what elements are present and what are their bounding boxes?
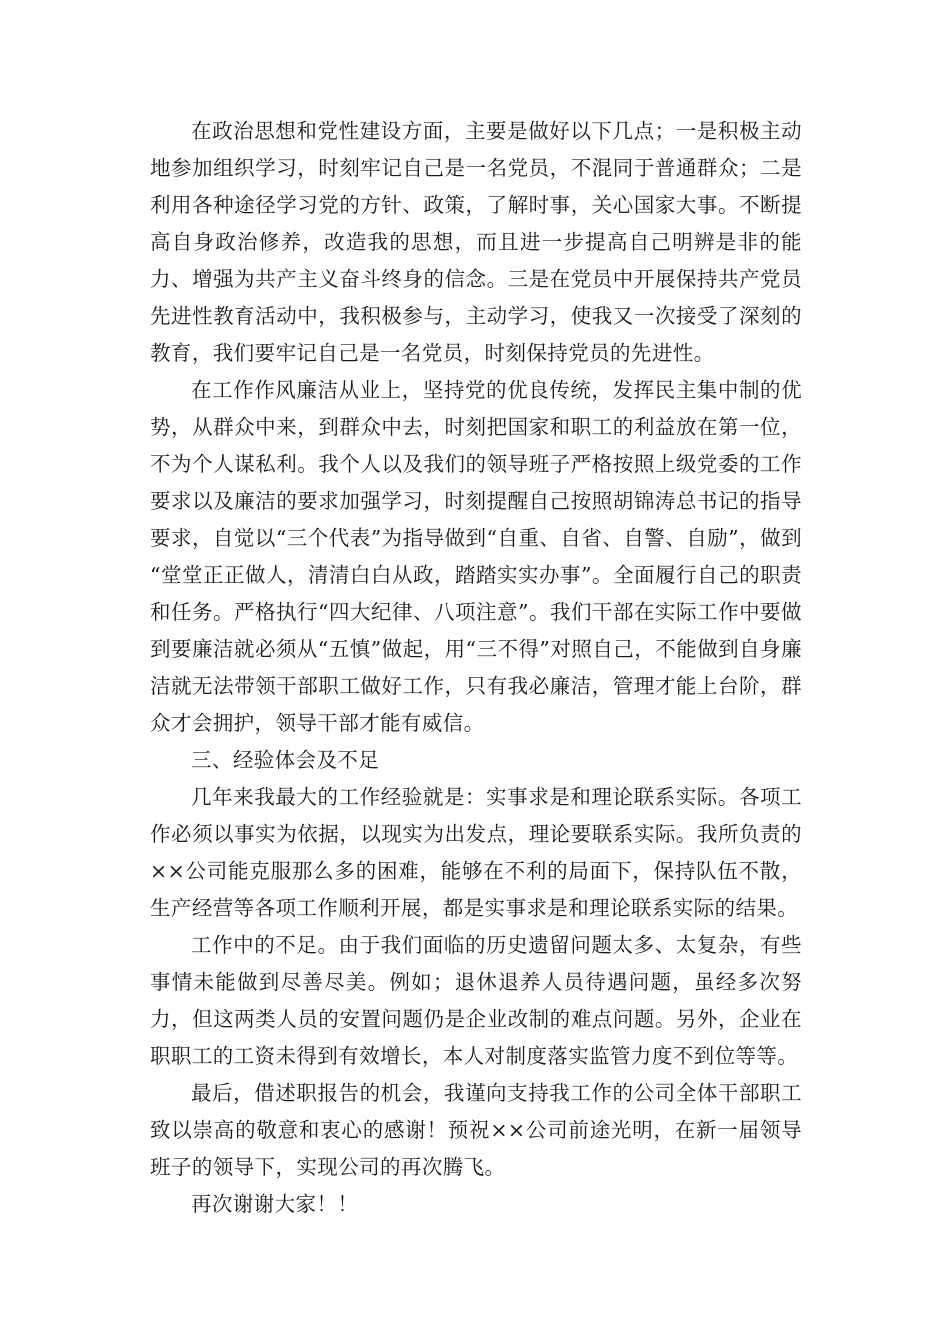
closing-thanks-line: 再次谢谢大家！！ (191, 1192, 359, 1216)
body-paragraph-2: 在工作作风廉洁从业上，坚持党的优良传统，发挥民主集中制的优势，从群众中来，到群众中去，时刻把国家和职工的利益放在第一位，不为个人谋私利。我个人以及我们的领导班子严格按照上级党委的工作要求以及廉洁的要求加强学习，时刻提醒自己按照胡锦涛总书记的指导要求，自觉以“三个代表”为指导做到“自重、自省、自警、自励”，做到“堂堂正正做人，清清白白从政，踏踏实实办事”。全面履行自己的职责和任务。严格执行“四大纪律、八项注意”。我们干部在实际工作中要做到要廉洁就必须从“五慎”做起，用“三不得”对照自己，不能做到自身廉洁就无法带领干部职工做好工作，只有我必廉洁，管理才能上台阶，群众才会拥护，领导干部才能有威信。 (150, 378, 802, 735)
body-paragraph-3: 几年来我最大的工作经验就是：实事求是和理论联系实际。各项工作必须以事实为依据，以现实为出发点，理论要联系实际。我所负责的××公司能克服那么多的困难，能够在不利的局面下，保持队伍不散，生产经营等各项工作顺利开展，都是实事求是和理论联系实际的结果。 (150, 785, 802, 920)
body-paragraph-1: 在政治思想和党性建设方面，主要是做好以下几点；一是积极主动地参加组织学习，时刻牢记自己是一名党员，不混同于普通群众；二是利用各种途径学习党的方针、政策，了解时事，关心国家大事。不断提高自身政治修养，改造我的思想，而且进一步提高自己明辨是非的能力、增强为共产主义奋斗终身的信念。三是在党员中开展保持共产党员先进性教育活动中，我积极参与，主动学习，使我又一次接受了深刻的教育，我们要牢记自己是一名党员，时刻保持党员的先进性。 (150, 119, 802, 365)
section-heading-three: 三、经验体会及不足 (191, 748, 380, 772)
body-paragraph-4: 工作中的不足。由于我们面临的历史遗留问题太多、太复杂，有些事情未能做到尽善尽美。例如；退休退养人员待遇问题，虽经多次努力，但这两类人员的安置问题仍是企业改制的难点问题。另外，企业在职职工的工资未得到有效增长，本人对制度落实监管力度不到位等等。 (150, 933, 802, 1068)
body-paragraph-5: 最后，借述职报告的机会，我谨向支持我工作的公司全体干部职工致以崇高的敬意和衷心的感谢！预祝××公司前途光明，在新一届领导班子的领导下，实现公司的再次腾飞。 (150, 1081, 802, 1179)
document-text-column (150, 113, 802, 1223)
